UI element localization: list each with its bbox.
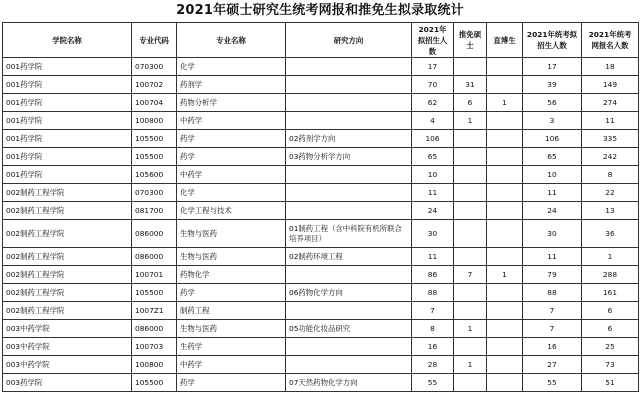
cell-applicants: 335	[582, 130, 639, 148]
table-row	[3, 166, 639, 184]
cell-zhibo	[487, 76, 523, 94]
cell-plan: 24	[412, 202, 454, 220]
cell-plan: 28	[412, 356, 454, 374]
cell-college: 002制药工程学院	[3, 248, 132, 266]
cell-zhibo	[487, 184, 523, 202]
cell-exam-plan: 11	[523, 248, 582, 266]
col-header-code: 专业代码	[132, 23, 177, 58]
cell-tuimian	[454, 58, 487, 76]
cell-direction	[286, 58, 412, 76]
cell-zhibo	[487, 130, 523, 148]
cell-zhibo	[487, 356, 523, 374]
cell-code: 086000	[132, 320, 177, 338]
table-row	[3, 76, 639, 94]
cell-major: 生物与医药	[177, 248, 286, 266]
cell-major: 制药工程	[177, 302, 286, 320]
cell-code: 100800	[132, 356, 177, 374]
cell-major: 化学工程与技术	[177, 202, 286, 220]
table-row	[3, 266, 639, 284]
cell-tuimian	[454, 148, 487, 166]
cell-plan: 7	[412, 302, 454, 320]
cell-applicants: 161	[582, 284, 639, 302]
cell-applicants: 22	[582, 184, 639, 202]
cell-direction	[286, 166, 412, 184]
cell-major: 药物化学	[177, 266, 286, 284]
cell-tuimian	[454, 248, 487, 266]
cell-college: 003中药学院	[3, 320, 132, 338]
cell-major: 药学	[177, 284, 286, 302]
cell-zhibo	[487, 338, 523, 356]
table-row	[3, 220, 639, 248]
cell-applicants: 25	[582, 338, 639, 356]
table-row	[3, 130, 639, 148]
cell-tuimian	[454, 130, 487, 148]
table-header-row	[3, 23, 639, 58]
cell-code: 105500	[132, 148, 177, 166]
cell-applicants: 242	[582, 148, 639, 166]
cell-code: 100703	[132, 338, 177, 356]
table-row	[3, 356, 639, 374]
cell-code: 100704	[132, 94, 177, 112]
admission-table	[2, 22, 639, 392]
cell-applicants: 18	[582, 58, 639, 76]
cell-zhibo	[487, 166, 523, 184]
cell-college: 001药学院	[3, 76, 132, 94]
cell-tuimian: 7	[454, 266, 487, 284]
cell-zhibo	[487, 284, 523, 302]
cell-code: 100800	[132, 112, 177, 130]
cell-direction	[286, 266, 412, 284]
cell-code: 086000	[132, 220, 177, 248]
col-header-applicants: 2021年统考网报名人数	[582, 23, 639, 58]
cell-tuimian	[454, 202, 487, 220]
cell-college: 001药学院	[3, 148, 132, 166]
cell-plan: 70	[412, 76, 454, 94]
cell-exam-plan: 3	[523, 112, 582, 130]
cell-applicants: 36	[582, 220, 639, 248]
cell-major: 化学	[177, 58, 286, 76]
cell-code: 105500	[132, 374, 177, 392]
cell-plan: 88	[412, 284, 454, 302]
cell-college: 001药学院	[3, 130, 132, 148]
cell-applicants: 6	[582, 320, 639, 338]
cell-direction	[286, 302, 412, 320]
cell-tuimian	[454, 338, 487, 356]
cell-zhibo	[487, 302, 523, 320]
cell-college: 001药学院	[3, 58, 132, 76]
cell-college: 001药学院	[3, 112, 132, 130]
cell-college: 003中药学院	[3, 338, 132, 356]
cell-direction: 05功能化妆品研究	[286, 320, 412, 338]
cell-code: 070300	[132, 184, 177, 202]
cell-tuimian	[454, 374, 487, 392]
cell-major: 化学	[177, 184, 286, 202]
cell-code: 100701	[132, 266, 177, 284]
cell-zhibo	[487, 220, 523, 248]
cell-exam-plan: 27	[523, 356, 582, 374]
page-title: 2021年硕士研究生统考网报和推免生拟录取统计	[176, 3, 464, 18]
table-row	[3, 320, 639, 338]
cell-plan: 11	[412, 184, 454, 202]
cell-plan: 8	[412, 320, 454, 338]
table-row	[3, 284, 639, 302]
cell-college: 002制药工程学院	[3, 302, 132, 320]
cell-direction: 01制药工程（含中科院有机所联合培养项目）	[286, 220, 412, 248]
cell-zhibo: 1	[487, 94, 523, 112]
cell-exam-plan: 39	[523, 76, 582, 94]
col-header-college: 学院名称	[3, 23, 132, 58]
cell-major: 生药学	[177, 338, 286, 356]
cell-code: 100702	[132, 76, 177, 94]
cell-major: 药学	[177, 148, 286, 166]
cell-applicants: 288	[582, 266, 639, 284]
cell-exam-plan: 24	[523, 202, 582, 220]
cell-applicants: 8	[582, 166, 639, 184]
cell-exam-plan: 30	[523, 220, 582, 248]
cell-zhibo	[487, 112, 523, 130]
cell-tuimian	[454, 166, 487, 184]
cell-plan: 62	[412, 94, 454, 112]
cell-major: 生物与医药	[177, 320, 286, 338]
cell-tuimian: 1	[454, 112, 487, 130]
cell-exam-plan: 10	[523, 166, 582, 184]
cell-applicants: 11	[582, 112, 639, 130]
cell-direction: 06药物化学方向	[286, 284, 412, 302]
cell-exam-plan: 7	[523, 302, 582, 320]
cell-direction: 07天然药物化学方向	[286, 374, 412, 392]
cell-plan: 16	[412, 338, 454, 356]
cell-tuimian	[454, 284, 487, 302]
cell-plan: 11	[412, 248, 454, 266]
cell-exam-plan: 11	[523, 184, 582, 202]
cell-direction	[286, 76, 412, 94]
cell-exam-plan: 79	[523, 266, 582, 284]
cell-zhibo	[487, 58, 523, 76]
cell-exam-plan: 55	[523, 374, 582, 392]
cell-college: 002制药工程学院	[3, 184, 132, 202]
table-row	[3, 374, 639, 392]
table-body	[3, 58, 639, 392]
cell-plan: 86	[412, 266, 454, 284]
cell-plan: 30	[412, 220, 454, 248]
cell-major: 药学	[177, 374, 286, 392]
cell-applicants: 274	[582, 94, 639, 112]
table-row	[3, 338, 639, 356]
cell-plan: 106	[412, 130, 454, 148]
cell-tuimian	[454, 220, 487, 248]
cell-applicants: 6	[582, 302, 639, 320]
cell-college: 002制药工程学院	[3, 220, 132, 248]
col-header-direction: 研究方向	[286, 23, 412, 58]
cell-zhibo	[487, 320, 523, 338]
table-row	[3, 94, 639, 112]
cell-college: 001药学院	[3, 166, 132, 184]
table-row	[3, 302, 639, 320]
cell-exam-plan: 56	[523, 94, 582, 112]
cell-applicants: 1	[582, 248, 639, 266]
cell-plan: 10	[412, 166, 454, 184]
cell-plan: 65	[412, 148, 454, 166]
cell-direction	[286, 338, 412, 356]
cell-tuimian: 1	[454, 356, 487, 374]
cell-major: 药剂学	[177, 76, 286, 94]
cell-applicants: 51	[582, 374, 639, 392]
cell-direction	[286, 112, 412, 130]
cell-plan: 55	[412, 374, 454, 392]
cell-direction: 02药剂学方向	[286, 130, 412, 148]
cell-major: 中药学	[177, 356, 286, 374]
cell-code: 105500	[132, 284, 177, 302]
cell-code: 1007Z1	[132, 302, 177, 320]
cell-direction: 03药物分析学方向	[286, 148, 412, 166]
col-header-tuimian: 推免硕士	[454, 23, 487, 58]
cell-code: 105500	[132, 130, 177, 148]
cell-exam-plan: 16	[523, 338, 582, 356]
col-header-plan: 2021年拟招生人数	[412, 23, 454, 58]
cell-code: 105600	[132, 166, 177, 184]
cell-applicants: 13	[582, 202, 639, 220]
cell-major: 中药学	[177, 166, 286, 184]
cell-zhibo	[487, 248, 523, 266]
cell-college: 002制药工程学院	[3, 284, 132, 302]
cell-tuimian: 1	[454, 320, 487, 338]
table-row	[3, 184, 639, 202]
table-row	[3, 112, 639, 130]
table-row	[3, 148, 639, 166]
cell-direction	[286, 356, 412, 374]
cell-code: 070300	[132, 58, 177, 76]
col-header-major: 专业名称	[177, 23, 286, 58]
cell-applicants: 149	[582, 76, 639, 94]
cell-major: 药学	[177, 130, 286, 148]
cell-direction	[286, 184, 412, 202]
cell-major: 药物分析学	[177, 94, 286, 112]
cell-exam-plan: 7	[523, 320, 582, 338]
table-row	[3, 248, 639, 266]
cell-college: 002制药工程学院	[3, 266, 132, 284]
cell-zhibo	[487, 374, 523, 392]
cell-code: 081700	[132, 202, 177, 220]
cell-college: 001药学院	[3, 94, 132, 112]
cell-exam-plan: 106	[523, 130, 582, 148]
cell-exam-plan: 17	[523, 58, 582, 76]
table-row	[3, 58, 639, 76]
cell-tuimian	[454, 184, 487, 202]
cell-college: 003中药学院	[3, 356, 132, 374]
col-header-exam-plan: 2021年统考拟招生人数	[523, 23, 582, 58]
cell-direction: 02制药环境工程	[286, 248, 412, 266]
cell-applicants: 73	[582, 356, 639, 374]
cell-plan: 4	[412, 112, 454, 130]
cell-tuimian	[454, 302, 487, 320]
cell-zhibo	[487, 202, 523, 220]
cell-tuimian: 6	[454, 94, 487, 112]
cell-zhibo	[487, 148, 523, 166]
cell-zhibo: 1	[487, 266, 523, 284]
cell-tuimian: 31	[454, 76, 487, 94]
cell-exam-plan: 65	[523, 148, 582, 166]
table-row	[3, 202, 639, 220]
cell-plan: 17	[412, 58, 454, 76]
cell-direction	[286, 202, 412, 220]
cell-exam-plan: 88	[523, 284, 582, 302]
cell-major: 生物与医药	[177, 220, 286, 248]
cell-direction	[286, 94, 412, 112]
col-header-zhibo: 直博生	[487, 23, 523, 58]
cell-major: 中药学	[177, 112, 286, 130]
cell-college: 003药学院	[3, 374, 132, 392]
cell-college: 002制药工程学院	[3, 202, 132, 220]
cell-code: 086000	[132, 248, 177, 266]
